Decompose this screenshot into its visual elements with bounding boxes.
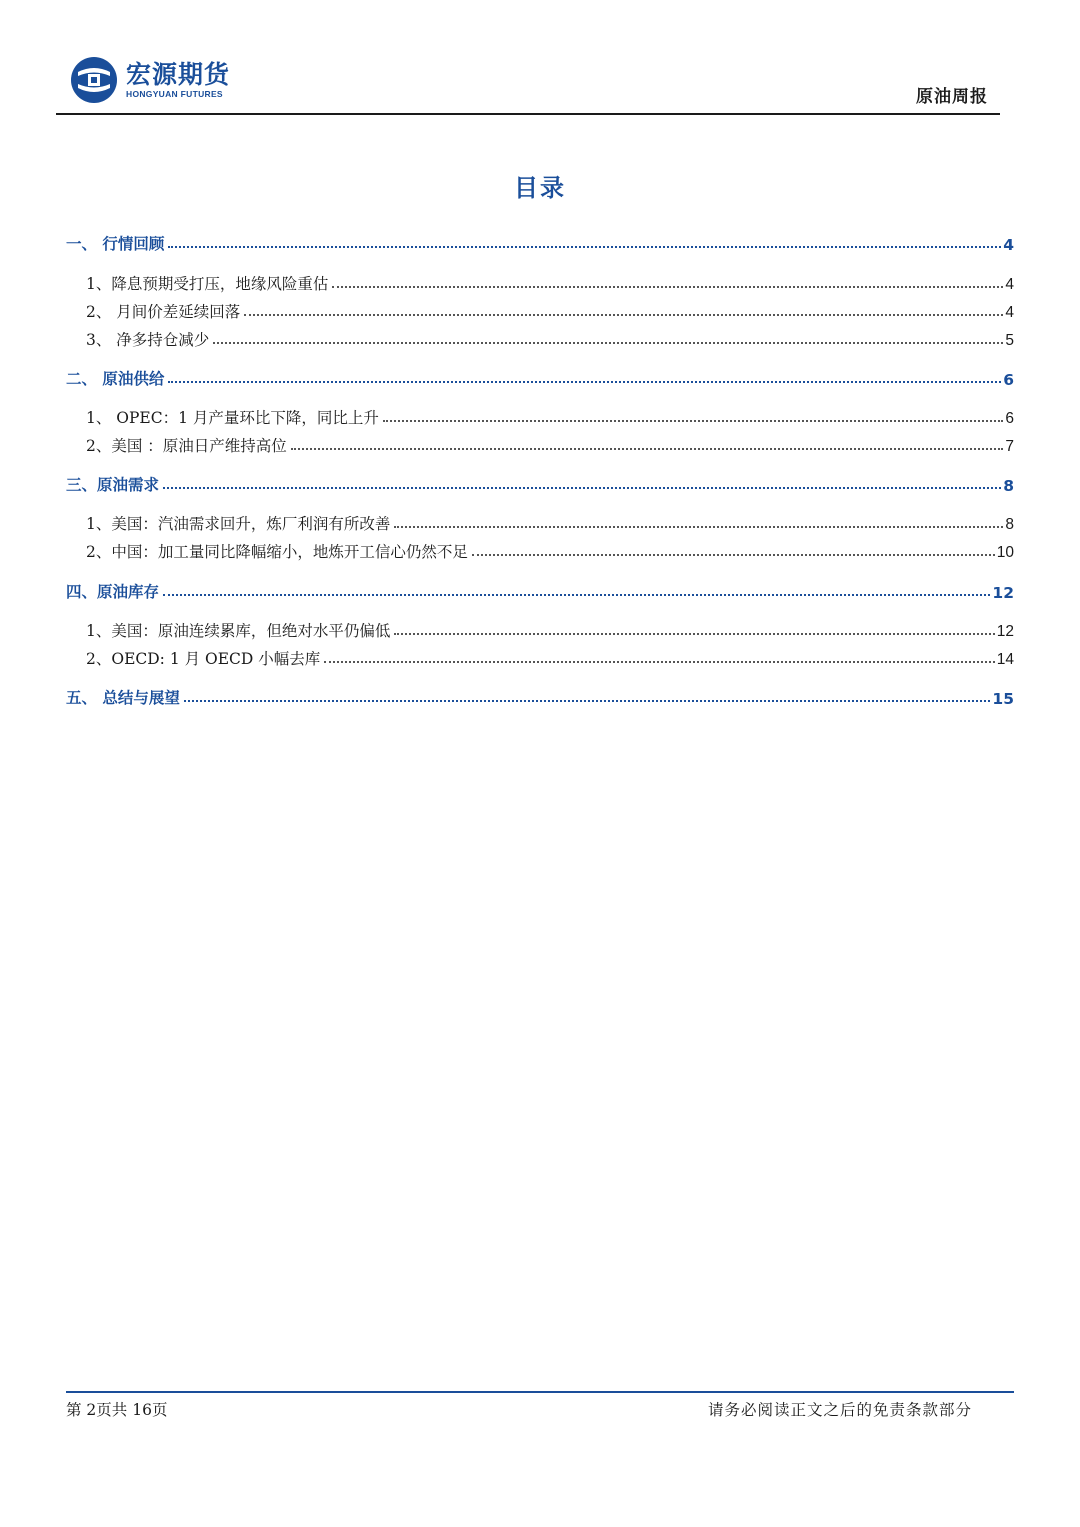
toc-dot-leader bbox=[184, 700, 991, 702]
toc-section-entry[interactable] bbox=[66, 361, 1014, 389]
toc-entry-page-number: 8 bbox=[1005, 516, 1014, 533]
page-number-info: 第 2页共 16页 bbox=[66, 1401, 168, 1419]
toc-entry-label: 四、原油库存 bbox=[66, 583, 160, 601]
toc-section-entry[interactable] bbox=[66, 574, 1014, 602]
toc-entry-page-number: 14 bbox=[996, 651, 1014, 668]
toc-entry-label: 3、 净多持仓减少 bbox=[86, 331, 210, 349]
toc-entry-label: 2、 月间价差延续回落 bbox=[86, 303, 241, 321]
toc-section-entry[interactable] bbox=[66, 467, 1014, 495]
toc-subsection-entry[interactable] bbox=[66, 266, 1014, 294]
toc-subsection-entry[interactable] bbox=[66, 428, 1014, 456]
toc-dot-leader bbox=[291, 448, 1004, 450]
toc-entry-label: 1、美国：汽油需求回升，炼厂利润有所改善 bbox=[86, 515, 391, 533]
toc-subsection-entry[interactable] bbox=[66, 322, 1014, 350]
toc-dot-leader bbox=[324, 661, 994, 663]
toc-entry-page-number: 8 bbox=[1003, 477, 1014, 495]
toc-entry-label: 1、 OPEC：1 月产量环比下降，同比上升 bbox=[86, 409, 379, 427]
toc-entry-page-number: 4 bbox=[1003, 236, 1014, 254]
toc-entry-label: 2、OECD: 1 月 OECD 小幅去库 bbox=[86, 650, 321, 668]
toc-dot-leader bbox=[163, 594, 990, 596]
toc-entry-label: 二、 原油供给 bbox=[66, 370, 165, 388]
footer-divider bbox=[66, 1391, 1014, 1393]
toc-entry-page-number: 6 bbox=[1005, 410, 1014, 427]
toc-dot-leader bbox=[168, 381, 1001, 383]
toc-entry-label: 2、美国 ：原油日产维持高位 bbox=[86, 437, 287, 455]
toc-entry-page-number: 12 bbox=[996, 623, 1014, 640]
toc-dot-leader bbox=[244, 314, 1003, 316]
toc-entry-label: 三、原油需求 bbox=[66, 476, 160, 494]
toc-section-entry[interactable] bbox=[66, 680, 1014, 708]
toc-dot-leader bbox=[163, 487, 1001, 489]
toc-entry-page-number: 5 bbox=[1005, 332, 1014, 349]
toc-dot-leader bbox=[168, 246, 1001, 248]
logo-chinese-text: 宏源期货 bbox=[126, 59, 231, 89]
toc-entry-label: 五、 总结与展望 bbox=[66, 689, 180, 707]
toc-entry-label: 一、 行情回顾 bbox=[66, 235, 165, 253]
logo-mark-icon bbox=[70, 56, 118, 104]
toc-subsection-entry[interactable] bbox=[66, 641, 1014, 669]
toc-dot-leader bbox=[394, 633, 994, 635]
toc-dot-leader bbox=[472, 554, 995, 556]
disclaimer-notice: 请务必阅读正文之后的免责条款部分 bbox=[707, 1401, 972, 1419]
company-logo bbox=[70, 54, 230, 106]
toc-subsection-entry[interactable] bbox=[66, 400, 1014, 428]
toc-entry-page-number: 7 bbox=[1005, 438, 1014, 455]
toc-dot-leader bbox=[332, 286, 1003, 288]
header-divider bbox=[56, 113, 1000, 115]
toc-entry-page-number: 6 bbox=[1003, 371, 1014, 389]
toc-subsection-entry[interactable] bbox=[66, 613, 1014, 641]
toc-dot-leader bbox=[383, 420, 1003, 422]
toc-dot-leader bbox=[213, 342, 1003, 344]
toc-title: 目录 bbox=[514, 174, 566, 202]
toc-dot-leader bbox=[394, 526, 1003, 528]
toc-entry-page-number: 15 bbox=[992, 690, 1014, 708]
toc-entry-page-number: 4 bbox=[1005, 304, 1014, 321]
toc-entry-page-number: 10 bbox=[996, 544, 1014, 561]
logo-english-text: HONGYUAN FUTURES bbox=[126, 88, 223, 99]
toc-subsection-entry[interactable] bbox=[66, 294, 1014, 322]
toc-subsection-entry[interactable] bbox=[66, 534, 1014, 562]
toc-section-entry[interactable] bbox=[66, 226, 1014, 254]
toc-entry-label: 1、降息预期受打压，地缘风险重估 bbox=[86, 275, 329, 293]
toc-subsection-entry[interactable] bbox=[66, 506, 1014, 534]
toc-entry-page-number: 4 bbox=[1005, 276, 1014, 293]
toc-entry-label: 1、美国：原油连续累库，但绝对水平仍偏低 bbox=[86, 622, 391, 640]
toc-entry-page-number: 12 bbox=[992, 584, 1014, 602]
report-type-label: 原油周报 bbox=[916, 87, 988, 107]
toc-entry-label: 2、中国：加工量同比降幅缩小，地炼开工信心仍然不足 bbox=[86, 543, 468, 561]
page-header bbox=[0, 0, 1080, 118]
